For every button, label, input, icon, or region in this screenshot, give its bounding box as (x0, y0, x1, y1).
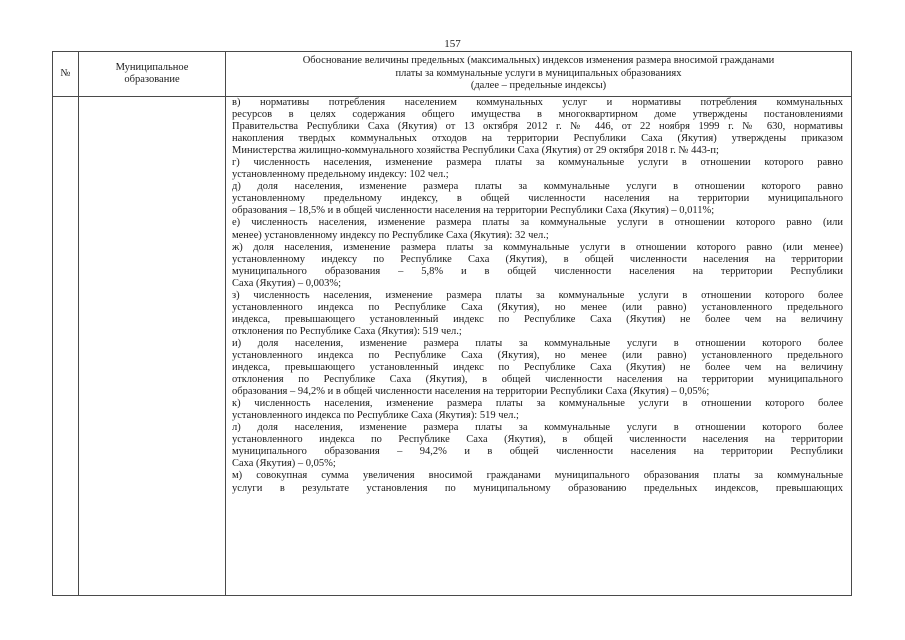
basis-paragraph (232, 242, 843, 290)
header-basis (226, 52, 852, 97)
header-municipality (79, 52, 226, 97)
paragraph-line: установленного индекса по Республике Саха (Якутия), но менее (или равно) установленного предельного (232, 301, 843, 313)
header-number-label: № (60, 67, 71, 79)
header-number (53, 52, 79, 97)
paragraph-line: и) доля населения, изменение размера платы за коммунальные услуги в отношении которого более (232, 337, 843, 349)
page-number: 157 (444, 38, 461, 50)
paragraph-line: установленному предельному индексу, в общей численности населения на территории муниципального (232, 193, 843, 205)
indices-table (52, 51, 852, 596)
row-municipality-cell (79, 97, 226, 596)
paragraph-line: Саха (Якутия) – 0,003%; (232, 277, 342, 289)
paragraph-line: Правительства Республики Саха (Якутия) от 13 октября 2012 г. № 446, от 22 ноября 1999 г. № 630, нормативы (232, 121, 843, 133)
paragraph-line: индекса, превышающего установленный индекс по Республике Саха (Якутия) не более чем на величину (232, 362, 843, 374)
paragraph-line: установленного индекса по Республике Саха (Якутия), в общей численности населения на территории (232, 434, 843, 446)
paragraph-line: муниципального образования – 94,2% и в общей численности населения на территории Республики (232, 446, 843, 458)
row-basis-cell (226, 97, 852, 596)
header-municipality-line: образование (124, 74, 180, 85)
paragraph-line: з) численность населения, изменение размера платы за коммунальные услуги в отношении которого более (232, 289, 843, 301)
paragraph-line: накопления твердых коммунальных отходов на территории Республики Саха (Якутия) утверждены приказом (232, 133, 843, 145)
paragraph-line: к) численность населения, изменение размера платы за коммунальные услуги в отношении которого более (232, 398, 843, 410)
paragraph-line: установленному предельному индексу: 102 чел.; (232, 169, 449, 181)
basis-paragraph (232, 470, 843, 494)
paragraph-line: установленного индекса по Республике Саха (Якутия), но менее (или равно) установленного предельного (232, 349, 843, 361)
row-number-cell (53, 97, 79, 596)
header-basis-line: (далее – предельные индексы) (470, 80, 607, 92)
basis-paragraph (232, 157, 843, 181)
paragraph-line: Саха (Якутия) – 0,05%; (232, 458, 336, 470)
paragraph-line: образования – 18,5% и в общей численности населения на территории Республики Саха (Якутия) – 0,011%; (232, 205, 715, 217)
paragraph-line: ж) доля населения, изменение размера платы за коммунальные услуги в отношении которого равно (или менее) (232, 241, 843, 253)
paragraph-line: м) совокупная сумма увеличения вносимой гражданами муниципального образования платы за коммунальные (232, 470, 843, 482)
basis-paragraphs (232, 97, 843, 495)
paragraph-line: Министерства жилищно-коммунального хозяйства Республики Саха (Якутия) от 29 октября 2018 г. № 443-п; (232, 145, 719, 157)
basis-paragraph (232, 290, 843, 338)
paragraph-line: услуги в результате установления по муниципальному образованию предельных индексов, превышающих (232, 482, 843, 494)
header-municipality-line: Муниципальное (115, 61, 189, 73)
basis-paragraph (232, 422, 843, 470)
paragraph-line: д) доля населения, изменение размера платы за коммунальные услуги в отношении которого равно (232, 181, 843, 193)
paragraph-line: отклонения по Республике Саха (Якутия): 519 чел.; (232, 325, 462, 337)
header-basis-line: Обоснование величины предельных (максимальных) индексов изменения размера вносимой гражданами (302, 55, 775, 67)
paragraph-line: г) численность населения, изменение размера платы за коммунальные услуги в отношении которого равно (232, 157, 843, 169)
paragraph-line: л) доля населения, изменение размера платы за коммунальные услуги в отношении которого более (232, 422, 843, 434)
paragraph-line: ресурсов в целях содержания общего имущества в многоквартирном доме утверждены постановлениями (232, 109, 843, 121)
paragraph-line: установленному индексу по Республике Саха (Якутия), в общей численности населения на территории (232, 253, 843, 265)
paragraph-line: отклонения по Республике Саха (Якутия), в общей численности населения на территории муниципального (232, 374, 843, 386)
basis-paragraph (232, 338, 843, 398)
basis-paragraph (232, 217, 843, 241)
paragraph-line: индекса, превышающего установленный индекс по Республике Саха (Якутия) не более чем на величину (232, 313, 843, 325)
paragraph-line: образования – 94,2% и в общей численности населения на территории Республики Саха (Якутия) – 0,05%; (232, 386, 710, 398)
paragraph-line: установленного индекса по Республике Саха (Якутия): 519 чел.; (232, 410, 519, 422)
basis-paragraph (232, 97, 843, 157)
paragraph-line: муниципального образования – 5,8% и в общей численности населения на территории Республики (232, 265, 843, 277)
header-basis-line: платы за коммунальные услуги в муниципальных образованиях (395, 67, 682, 79)
table-row (53, 97, 852, 596)
paragraph-line: е) численность населения, изменение размера платы за коммунальные услуги в отношении которого равно (или (232, 217, 843, 229)
paragraph-line: в) нормативы потребления населением коммунальных услуг и нормативы потребления коммунальных (232, 97, 843, 108)
basis-paragraph (232, 398, 843, 422)
table-header-row (53, 52, 852, 97)
basis-paragraph (232, 181, 843, 217)
paragraph-line: менее) установленному индексу по Республике Саха (Якутия): 32 чел.; (232, 229, 549, 241)
